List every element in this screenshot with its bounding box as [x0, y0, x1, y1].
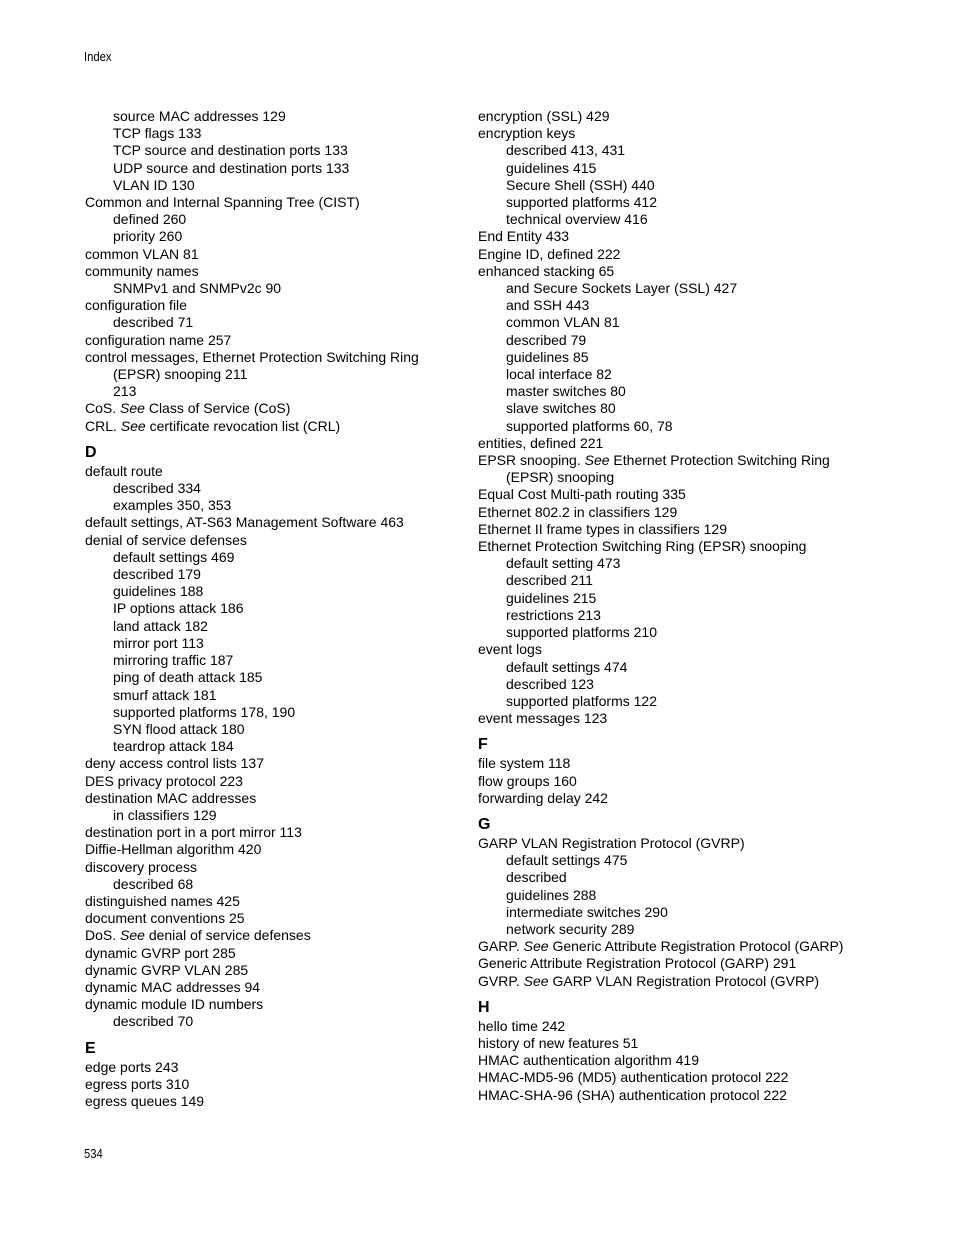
see-reference: See	[120, 400, 145, 417]
see-target: denial of service defenses	[144, 927, 311, 944]
index-entry: Generic Attribute Registration Protocol (GARP) 291	[478, 955, 797, 972]
index-entry: forwarding delay 242	[478, 789, 608, 806]
index-entry: event messages 123	[478, 710, 608, 727]
index-entry	[85, 400, 475, 417]
index-entry: enhanced stacking 65	[478, 262, 615, 279]
index-subentry: ping of death attack 185	[113, 669, 263, 686]
index-subentry: default setting 473	[506, 555, 621, 572]
index-subentry: supported platforms 122	[506, 692, 657, 709]
index-subentry: UDP source and destination ports 133	[113, 159, 350, 176]
index-entry: Engine ID, defined 222	[478, 245, 621, 262]
index-section-letter: F	[478, 736, 488, 754]
index-entry: Ethernet II frame types in classifiers 129	[478, 520, 727, 537]
index-entry	[85, 418, 475, 435]
index-subentry: priority 260	[113, 228, 183, 245]
index-subentry: common VLAN 81	[506, 314, 620, 331]
index-subentry: described 71	[113, 314, 194, 331]
see-reference: See	[584, 452, 610, 469]
index-subentry: IP options attack 186	[113, 600, 244, 617]
index-subentry: supported platforms 210	[506, 624, 657, 641]
entry-term: CRL.	[85, 417, 121, 434]
index-entry: document conventions 25	[85, 910, 245, 927]
page-number: 534	[84, 1147, 103, 1161]
index-section-letter: G	[478, 815, 491, 833]
index-subentry: described 334	[113, 480, 201, 497]
entry-term: DoS.	[85, 927, 121, 944]
see-target: Generic Attribute Registration Protocol (GARP)	[548, 938, 844, 955]
index-entry: default route	[85, 462, 163, 479]
index-section-letter: E	[85, 1039, 96, 1057]
see-target: GARP VLAN Registration Protocol (GVRP)	[548, 972, 820, 989]
index-entry: GARP VLAN Registration Protocol (GVRP)	[478, 834, 745, 851]
entry-term: GVRP.	[478, 972, 524, 989]
entry-term: EPSR snooping.	[478, 452, 585, 469]
index-entry: egress queues 149	[85, 1092, 205, 1109]
index-column-right	[478, 108, 898, 1104]
index-entry: egress ports 310	[85, 1075, 190, 1092]
index-entry: encryption (SSL) 429	[478, 108, 610, 124]
index-entry	[478, 973, 898, 990]
index-entry: Equal Cost Multi-path routing 335	[478, 486, 686, 503]
index-entry: denial of service defenses	[85, 531, 247, 548]
index-entry: HMAC-MD5-96 (MD5) authentication protocol 222	[478, 1069, 789, 1086]
index-entry: configuration file	[85, 297, 187, 314]
index-subentry: restrictions 213	[506, 606, 601, 623]
index-subentry: (EPSR) snooping	[506, 469, 615, 486]
index-entry: destination MAC addresses	[85, 789, 257, 806]
index-entry: discovery process	[85, 858, 198, 875]
index-subentry: teardrop attack 184	[113, 738, 234, 755]
index-subentry: default settings 474	[506, 658, 628, 675]
index-entry: distinguished names 425	[85, 892, 240, 909]
see-target: Ethernet Protection Switching Ring	[609, 452, 830, 469]
index-subentry: described 68	[113, 875, 194, 892]
index-subentry: TCP source and destination ports 133	[113, 142, 348, 159]
index-subentry: local interface 82	[506, 366, 612, 383]
index-section-letter: H	[478, 998, 490, 1016]
index-subentry: examples 350, 353	[113, 497, 232, 514]
index-subentry: guidelines 85	[506, 348, 589, 365]
index-subentry: and Secure Sockets Layer (SSL) 427	[506, 280, 738, 297]
see-target: Class of Service (CoS)	[144, 400, 291, 417]
index-entry: common VLAN 81	[85, 245, 199, 262]
index-entry	[478, 452, 898, 469]
index-subentry: described 413, 431	[506, 142, 626, 159]
index-entry: Ethernet Protection Switching Ring (EPSR) snooping	[478, 538, 807, 555]
index-subentry: in classifiers 129	[113, 806, 217, 823]
index-entry: dynamic MAC addresses 94	[85, 978, 261, 995]
index-subentry: Secure Shell (SSH) 440	[506, 176, 655, 193]
index-entry: dynamic GVRP port 285	[85, 944, 236, 961]
index-subentry: default settings 475	[506, 852, 628, 869]
index-subentry: supported platforms 178, 190	[113, 703, 296, 720]
index-entry: End Entity 433	[478, 228, 570, 245]
index-entry: history of new features 51	[478, 1034, 639, 1051]
index-subentry: land attack 182	[113, 617, 208, 634]
index-subentry: guidelines 415	[506, 159, 597, 176]
index-subentry: intermediate switches 290	[506, 903, 668, 920]
index-entry: configuration name 257	[85, 331, 232, 348]
index-entry: control messages, Ethernet Protection Switching Ring	[85, 348, 419, 365]
index-entry: deny access control lists 137	[85, 755, 264, 772]
index-entry: hello time 242	[478, 1017, 566, 1034]
index-entry: Common and Internal Spanning Tree (CIST)	[85, 194, 360, 211]
index-subentry: guidelines 215	[506, 589, 597, 606]
index-column-left	[85, 108, 475, 1110]
index-subentry: VLAN ID 130	[113, 176, 195, 193]
index-entry: default settings, AT-S63 Management Software 463	[85, 514, 404, 531]
index-subentry: master switches 80	[506, 383, 626, 400]
index-subentry: described 79	[506, 331, 587, 348]
entry-term: CoS.	[85, 400, 121, 417]
index-subentry: TCP flags 133	[113, 125, 202, 142]
index-subentry: (EPSR) snooping 211	[113, 366, 248, 383]
index-entry: DES privacy protocol 223	[85, 772, 243, 789]
index-subentry: network security 289	[506, 920, 635, 937]
index-entry	[478, 938, 898, 955]
index-subentry: guidelines 288	[506, 886, 597, 903]
see-reference: See	[523, 972, 549, 989]
index-subentry: described 70	[113, 1013, 194, 1030]
index-subentry: supported platforms 60, 78	[506, 417, 673, 434]
index-subentry: SNMPv1 and SNMPv2c 90	[113, 280, 282, 297]
index-entry: destination port in a port mirror 113	[85, 824, 302, 841]
index-section-letter: D	[85, 443, 97, 461]
see-reference: See	[120, 417, 146, 434]
index-subentry: described	[506, 869, 567, 886]
index-subentry: source MAC addresses 129	[113, 108, 286, 124]
index-subentry: mirroring traffic 187	[113, 652, 234, 669]
see-reference: See	[120, 927, 145, 944]
index-entry	[85, 927, 475, 944]
index-subentry: supported platforms 412	[506, 194, 657, 211]
index-entry: Diffie-Hellman algorithm 420	[85, 841, 262, 858]
index-entry: dynamic module ID numbers	[85, 996, 264, 1013]
index-entry: flow groups 160	[478, 772, 577, 789]
index-entry: encryption keys	[478, 125, 576, 142]
see-reference: See	[523, 938, 549, 955]
index-subentry: described 211	[506, 572, 593, 589]
index-entry: community names	[85, 262, 199, 279]
index-subentry: default settings 469	[113, 548, 235, 565]
index-entry: event logs	[478, 641, 542, 658]
index-subentry: mirror port 113	[113, 634, 204, 651]
index-subentry: smurf attack 181	[113, 686, 217, 703]
index-entry: entities, defined 221	[478, 434, 604, 451]
index-subentry: described 123	[506, 675, 594, 692]
index-subentry: slave switches 80	[506, 400, 616, 417]
index-subentry: SYN flood attack 180	[113, 720, 245, 737]
index-entry: file system 118	[478, 755, 571, 772]
index-entry: Ethernet 802.2 in classifiers 129	[478, 503, 678, 520]
index-entry: dynamic GVRP VLAN 285	[85, 961, 249, 978]
index-subentry: described 179	[113, 566, 201, 583]
running-header: Index	[84, 50, 112, 64]
index-subentry: 213	[113, 383, 137, 400]
entry-term: GARP.	[478, 938, 524, 955]
index-subentry: guidelines 188	[113, 583, 204, 600]
index-subentry: and SSH 443	[506, 297, 590, 314]
index-entry: edge ports 243	[85, 1058, 179, 1075]
index-subentry: technical overview 416	[506, 211, 648, 228]
index-entry: HMAC-SHA-96 (SHA) authentication protocol 222	[478, 1086, 787, 1103]
index-subentry: defined 260	[113, 211, 187, 228]
index-entry: HMAC authentication algorithm 419	[478, 1052, 700, 1069]
see-target: certificate revocation list (CRL)	[145, 417, 341, 434]
